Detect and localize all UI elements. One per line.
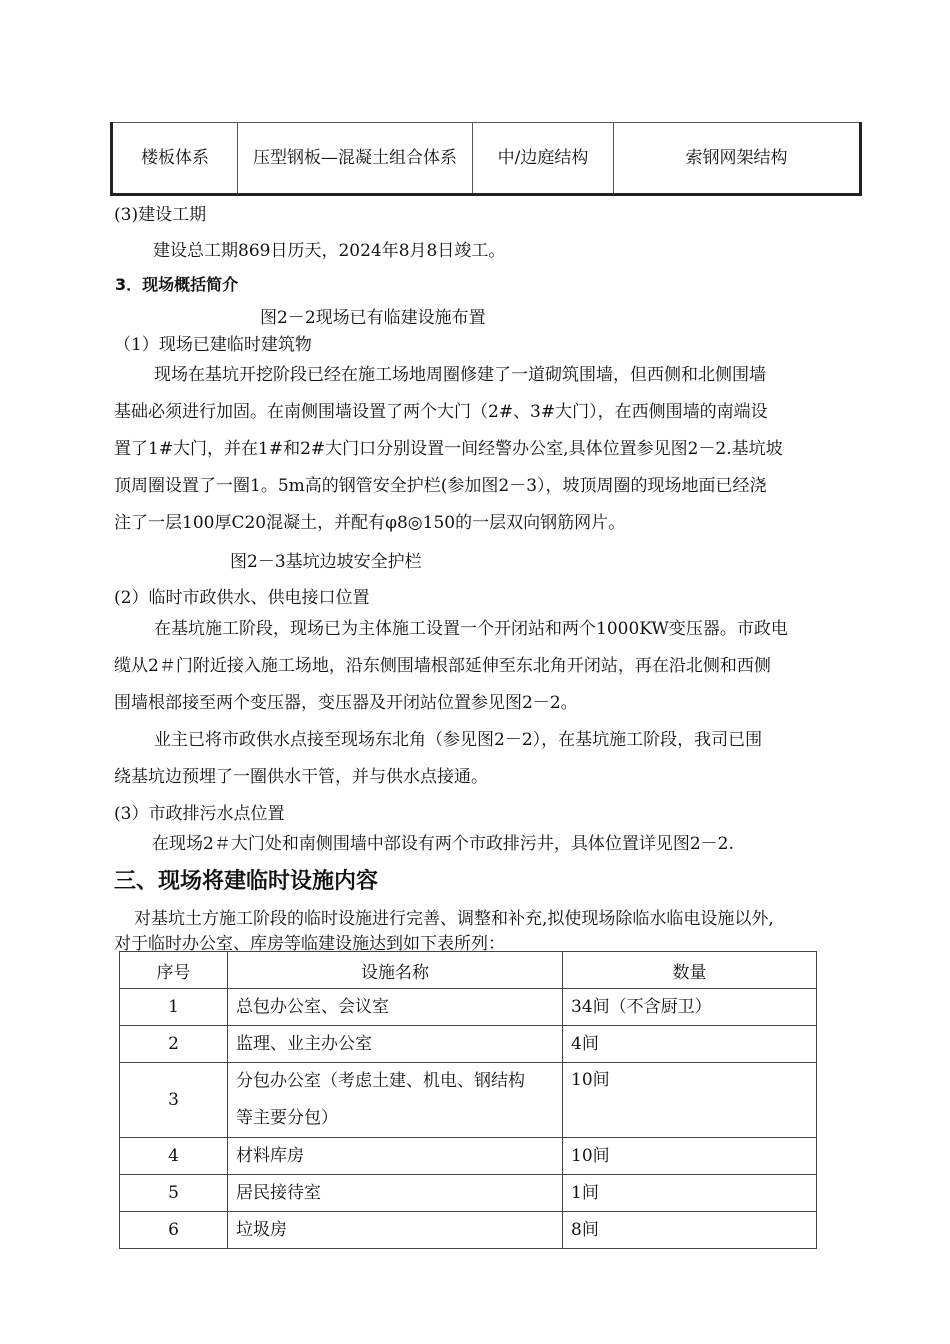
table-cell: 索钢网架结构 [614, 123, 861, 195]
row-number: 1 [120, 989, 228, 1026]
table-header-row [120, 952, 817, 989]
facility-quantity: 34间（不含厨卫） [563, 989, 817, 1026]
table-cell: 中/边庭结构 [473, 123, 614, 195]
row-number: 5 [120, 1175, 228, 1212]
paragraph-line: 缆从2＃门附近接入施工场地，沿东侧围墙根部延伸至东北角开闭站，再在沿北侧和西侧 [114, 656, 771, 676]
paragraph-line: 绕基坑边预埋了一圈供水干管，并与供水点接通。 [114, 767, 488, 787]
facility-name: 监理、业主办公室 [228, 1026, 563, 1063]
table-row [120, 1063, 817, 1138]
paragraph-line: 对基坑土方施工阶段的临时设施进行完善、调整和补充,拟使现场除临水临电设施以外, [134, 909, 774, 929]
paragraph-line: 现场在基坑开挖阶段已经在施工场地周圈修建了一道砌筑围墙，但西侧和北侧围墙 [154, 365, 766, 385]
subheading-construction-period: (3)建设工期 [114, 205, 207, 225]
facility-name [228, 1063, 563, 1138]
facility-name: 总包办公室、会议室 [228, 989, 563, 1026]
structure-table [110, 122, 862, 196]
paragraph-line: 围墙根部接至两个变压器，变压器及开闭站位置参见图2－2。 [114, 693, 578, 713]
cell-text: 压型钢板—混凝土组合体系 [253, 148, 457, 168]
subheading: (3）市政排污水点位置 [114, 804, 285, 824]
table-cell [238, 123, 473, 195]
facility-table [119, 951, 817, 1249]
section-heading: 3．现场概括简介 [115, 275, 239, 294]
facility-quantity: 4间 [563, 1026, 817, 1063]
facility-name-line: 分包办公室（考虑土建、机电、钢结构 [236, 1071, 525, 1091]
facility-name: 材料库房 [228, 1138, 563, 1175]
facility-name: 垃圾房 [228, 1212, 563, 1249]
table-row [120, 1212, 817, 1249]
table-row [120, 1026, 817, 1063]
figure-caption: 图2－2现场已有临建设施布置 [260, 308, 486, 328]
column-header: 序号 [120, 952, 228, 989]
paragraph-line: 业主已将市政供水点接至现场东北角（参见图2－2），在基坑施工阶段，我司已围 [154, 730, 763, 750]
paragraph-line: 在基坑施工阶段，现场已为主体施工设置一个开闭站和两个1000KW变压器。市政电 [154, 619, 788, 639]
figure-caption: 图2－3基坑边坡安全护栏 [230, 552, 422, 572]
paragraph-line: 顶周圈设置了一圈1。5m高的钢管安全护栏(参加图2－3），坡顶周圈的现场地面已经浇 [114, 476, 767, 496]
facility-quantity: 10间 [563, 1063, 817, 1138]
paragraph-line: 基础必须进行加固。在南侧围墙设置了两个大门（2#、3#大门），在西侧围墙的南端设 [114, 402, 768, 422]
table-row [120, 989, 817, 1026]
paragraph-text: 建设总工期869日历天，2024年8月8日竣工。 [153, 241, 506, 261]
facility-quantity: 10间 [563, 1138, 817, 1175]
paragraph-line: 对于临时办公室、库房等临建设施达到如下表所列： [114, 934, 505, 954]
table-cell: 楼板体系 [112, 123, 238, 195]
row-number: 2 [120, 1026, 228, 1063]
table-row [120, 1138, 817, 1175]
table-row [120, 1175, 817, 1212]
section-heading: 三、现场将建临时设施内容 [114, 869, 379, 894]
facility-name-line: 等主要分包） [236, 1108, 338, 1128]
table-row [112, 123, 861, 195]
column-header: 设施名称 [228, 952, 563, 989]
subheading: （1）现场已建临时建筑物 [114, 335, 312, 355]
subheading: (2）临时市政供水、供电接口位置 [114, 588, 370, 608]
row-number: 3 [120, 1063, 228, 1138]
facility-name: 居民接待室 [228, 1175, 563, 1212]
row-number: 4 [120, 1138, 228, 1175]
column-header: 数量 [563, 952, 817, 989]
paragraph-line: 注了一层100厚C20混凝土，并配有φ8◎150的一层双向钢筋网片。 [114, 513, 626, 533]
facility-quantity: 1间 [563, 1175, 817, 1212]
paragraph-line: 置了1#大门，并在1#和2#大门口分别设置一间经警办公室,具体位置参见图2－2.基坑坡 [114, 439, 783, 459]
row-number: 6 [120, 1212, 228, 1249]
facility-quantity: 8间 [563, 1212, 817, 1249]
paragraph-line: 在现场2＃大门处和南侧围墙中部设有两个市政排污井，具体位置详见图2－2. [152, 834, 734, 854]
